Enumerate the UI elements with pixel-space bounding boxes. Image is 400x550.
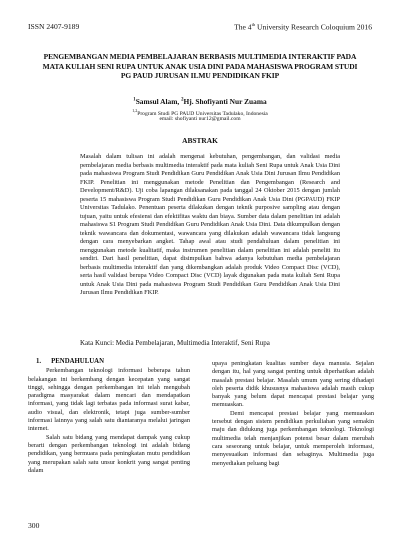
issn-header: ISSN 2407-9189 xyxy=(28,22,80,31)
conference-prefix: The 4 xyxy=(234,22,252,32)
author-line xyxy=(0,97,400,106)
intro-paragraph-4: Demi mencapai prestasi belajar yang memuaskan tersebut dengan sistem pendidikan perkuliahan yang semakin maju dan didukung juga perkembangan teknologi. Teknologi multimedia telah menjanjikan potensi besar dalam merubah cara seseorang untuk belajar, untuk memperoleh informasi, menyesuaikan informasi dan sebaginya. Multimedia juga menyediakan peluang bagi xyxy=(212,409,374,467)
affiliation-sup: 1,2 xyxy=(132,108,138,113)
affiliation-text: Program Studi PG PAUD Universitas Tadulako, Indonesia xyxy=(137,110,268,117)
author2-sup: 2 xyxy=(181,97,184,103)
conference-ordinal: th xyxy=(251,22,256,27)
conference-suffix: University Research Coloquium 2016 xyxy=(255,22,372,32)
author1-sup: 1 xyxy=(133,97,136,103)
intro-paragraph-2: Salah satu bidang yang mendapat dampak yang cukup berarti dengan perkembangan teknologi ini adalah bidang pendidikan, yang bermuara pada peningkatan mutu pendidikan yang merupakan salah satu unsur konkrit yang sangat penting dalam xyxy=(28,433,190,474)
keywords: Kata Kunci: Media Pembelajaran, Multimedia Interaktif, Seni Rupa xyxy=(80,339,270,347)
section-title: PENDAHULUAN xyxy=(51,358,104,365)
section-heading xyxy=(36,358,190,366)
abstract-heading: ABSTRAK xyxy=(182,136,218,145)
section-number: 1. xyxy=(36,358,42,365)
intro-paragraph-1: Perkembangan teknologi informasi beberapa tahun belakangan ini berkembang dengan kecepatan yang sangat tinggi, sehingga dengan perkembangan ini telah mengubah paradigma masyarakat dalam mencari dan mendapatkan informasi, yang tidak lagi terbatas pada informasi surat kabar, audio visual, dan elektronik, tetapi juga sumber-sumber informasi lainnya yang salah satu diantaranya melalui jaringan internet. xyxy=(28,367,190,433)
left-column xyxy=(28,358,190,475)
abstract-text: Masalah dalam tulisan ini adalah mengenai kebutuhan, pengembangan, dan validasi media pembelajaran media berbasis multimedia interaktif pada mata kuliah Seni Rupa untuk Anak Usia Dini pada mahasiswa Program Studi Pendidikan Guru Pendidikan Anak Usia Dini Jurusan Ilmu Pendidikan FKIP. Penelitian ini menggunakan metode Penelitian dan Pengembangan (Research and Development/R&D). Uji coba lapangan dilaksanakan pada tanggal 24 Oktober 2015 dengan jumlah peserta 15 mahasiswa Program Studi Pendidikan Guru Pendidikan Anak Usia Dini (PGPAUD) FKIP Universitas Tadulako. Penentuan peserta dilakukan dengan teknik purposive sampling atau dengan tujuan, yaitu untuk efesiensi dan efektifitas waktu dan biaya. Sumber data dalam penelitian ini adalah mahasiswa S1 Program Studi Pendidikan Guru Pendidikan Anak Usia Dini. Data dikumpulkan dengan teknik wawancara dan dokumentasi, wawancara yang dilakukan adalah wawancara tidak langsung dengan cara menyebarkan angket. Tahap awal atau studi pendahuluan dalam penelitian ini menggunakan metode kualitatif, maka instrumen penelitian dalam penelitian ini adalah peneliti itu sendiri. Dari hasil penelitian, dapat disimpulkan bahwa adanya kebutuhan media pembelajaran berbasis multimedia interaktif dan yang dikembangkan adalah produk Video Compact Disc (VCD), serta hasil validasi berupa Video Compact Disc (VCD) layak digunakan pada mata kuliah Seni Rupa untuk Anak Usia Dini pada mahasiswa Program Studi Pendidikan Guru Pendidikan Anak Usia Dini Jurusan Ilmu Pendidikan FKIP. xyxy=(80,153,340,296)
intro-paragraph-3: upaya peningkatan kualitas sumber daya manusia. Sejalan dengan itu, hal yang sangat penting untuk diperhatikan adalah masalah prestasi belajar. Masalah umum yang sering dihadapi oleh peserta didik khususnya mahasiswa adalah masih cukup banyak yang belum dapat mencapai prestasi belajar yang memuaskan. xyxy=(212,360,374,409)
author-email: email: shofiyanti nur12@gmail.com xyxy=(159,116,241,122)
paper-title: PENGEMBANGAN MEDIA PEMBELAJARAN BERBASIS MULTIMEDIA INTERAKTIF PADA MATA KULIAH SENI RUPA UNTUK ANAK USIA DINI PADA MAHASISWA PROGRAM STUDI PG PAUD JURUSAN ILMU PENDIDIKAN FKIP xyxy=(42,52,358,81)
author2-name: Hj. Shofiyanti Nur Zuama xyxy=(183,97,267,106)
conference-header xyxy=(234,22,372,32)
author1-name: Samsul Alam, xyxy=(135,97,182,106)
right-column xyxy=(212,360,374,468)
page-number: 300 xyxy=(28,521,40,530)
